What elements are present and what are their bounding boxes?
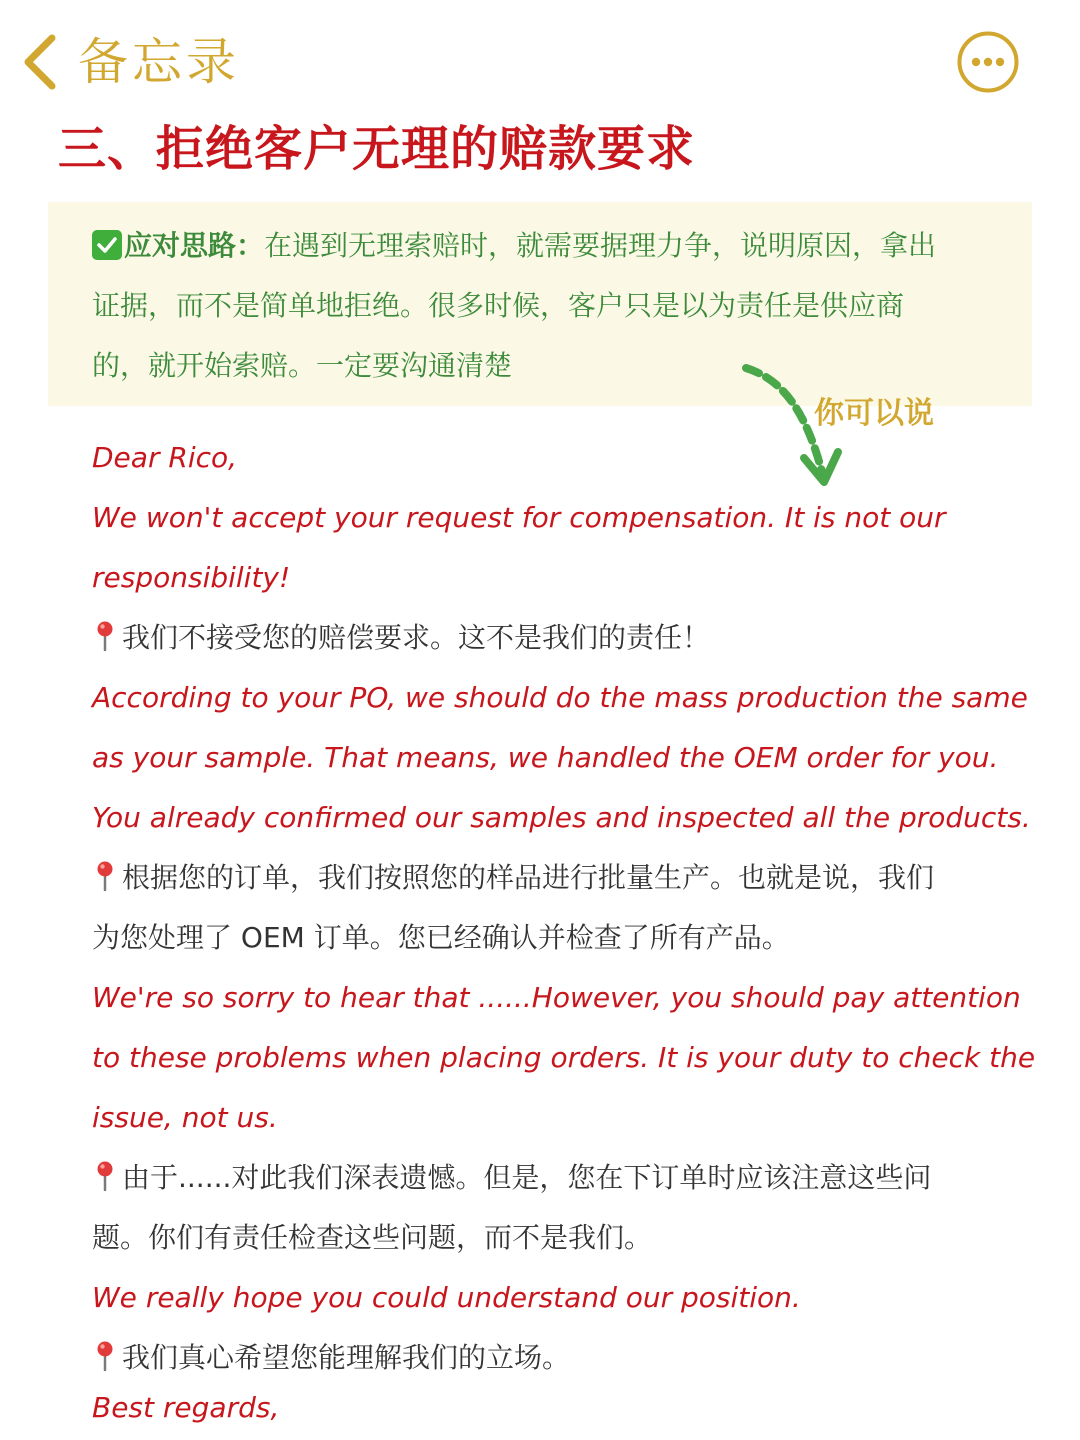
- pin-icon: [92, 1159, 118, 1191]
- back-label: 备忘录: [78, 33, 240, 91]
- page-title: 三、拒绝客户无理的赔款要求: [58, 121, 696, 177]
- letter-line-en: We won't accept your request for compensation. It is not our: [92, 501, 946, 534]
- letter-greeting: Dear Rico,: [92, 441, 238, 474]
- letter-line-en: issue, not us.: [92, 1101, 278, 1134]
- letter-line-en: We're so sorry to hear that ......However, you should pay attention: [92, 981, 1021, 1014]
- letter-line-en: responsibility!: [92, 561, 291, 594]
- strategy-callout: [48, 202, 1032, 406]
- callout-line-1: [92, 216, 1002, 276]
- chevron-left-icon: [20, 32, 60, 92]
- letter-line-cn: 为您处理了 OEM 订单。您已经确认并检查了所有产品。: [92, 921, 790, 954]
- annotation-you-can-say: 你可以说: [814, 396, 934, 431]
- letter-line-en: According to your PO, we should do the mass production the same: [92, 681, 1028, 714]
- callout-label: 应对思路：: [124, 229, 265, 262]
- letter-line-en: We really hope you could understand our position.: [92, 1281, 801, 1314]
- back-button[interactable]: [20, 30, 250, 94]
- callout-line-2: 证据，而不是简单地拒绝。很多时候，客户只是以为责任是供应商: [92, 289, 905, 322]
- callout-line-3: 的，就开始索赔。一定要沟通清楚: [92, 349, 513, 382]
- more-icon: [956, 30, 1020, 94]
- letter-line-en: as your sample. That means, we handled the OEM order for you.: [92, 741, 999, 774]
- nav-bar: [0, 0, 1080, 120]
- pin-icon: [92, 619, 118, 651]
- callout-line-1-text: 在遇到无理索赔时，就需要据理力争，说明原因，拿出: [264, 229, 937, 262]
- letter-line-cn: 根据您的订单，我们按照您的样品进行批量生产。也就是说，我们: [92, 848, 1012, 908]
- letter-line-cn: 由于......对此我们深表遗憾。但是，您在下订单时应该注意这些问: [92, 1148, 1012, 1208]
- check-icon: [92, 230, 122, 260]
- letter-line-cn: 我们真心希望您能理解我们的立场。: [92, 1328, 1012, 1388]
- letter-signoff: Best regards,: [92, 1391, 280, 1424]
- letter-line-en: You already confirmed our samples and inspected all the products.: [92, 801, 1031, 834]
- letter-line-en: to these problems when placing orders. It is your duty to check the: [92, 1041, 1036, 1074]
- more-button[interactable]: [956, 30, 1020, 94]
- callout-text: [92, 216, 1002, 396]
- pin-icon: [92, 1339, 118, 1371]
- pin-icon: [92, 859, 118, 891]
- letter-line-cn: 我们不接受您的赔偿要求。这不是我们的责任！: [92, 608, 1012, 668]
- letter-line-cn: 题。你们有责任检查这些问题，而不是我们。: [92, 1221, 653, 1254]
